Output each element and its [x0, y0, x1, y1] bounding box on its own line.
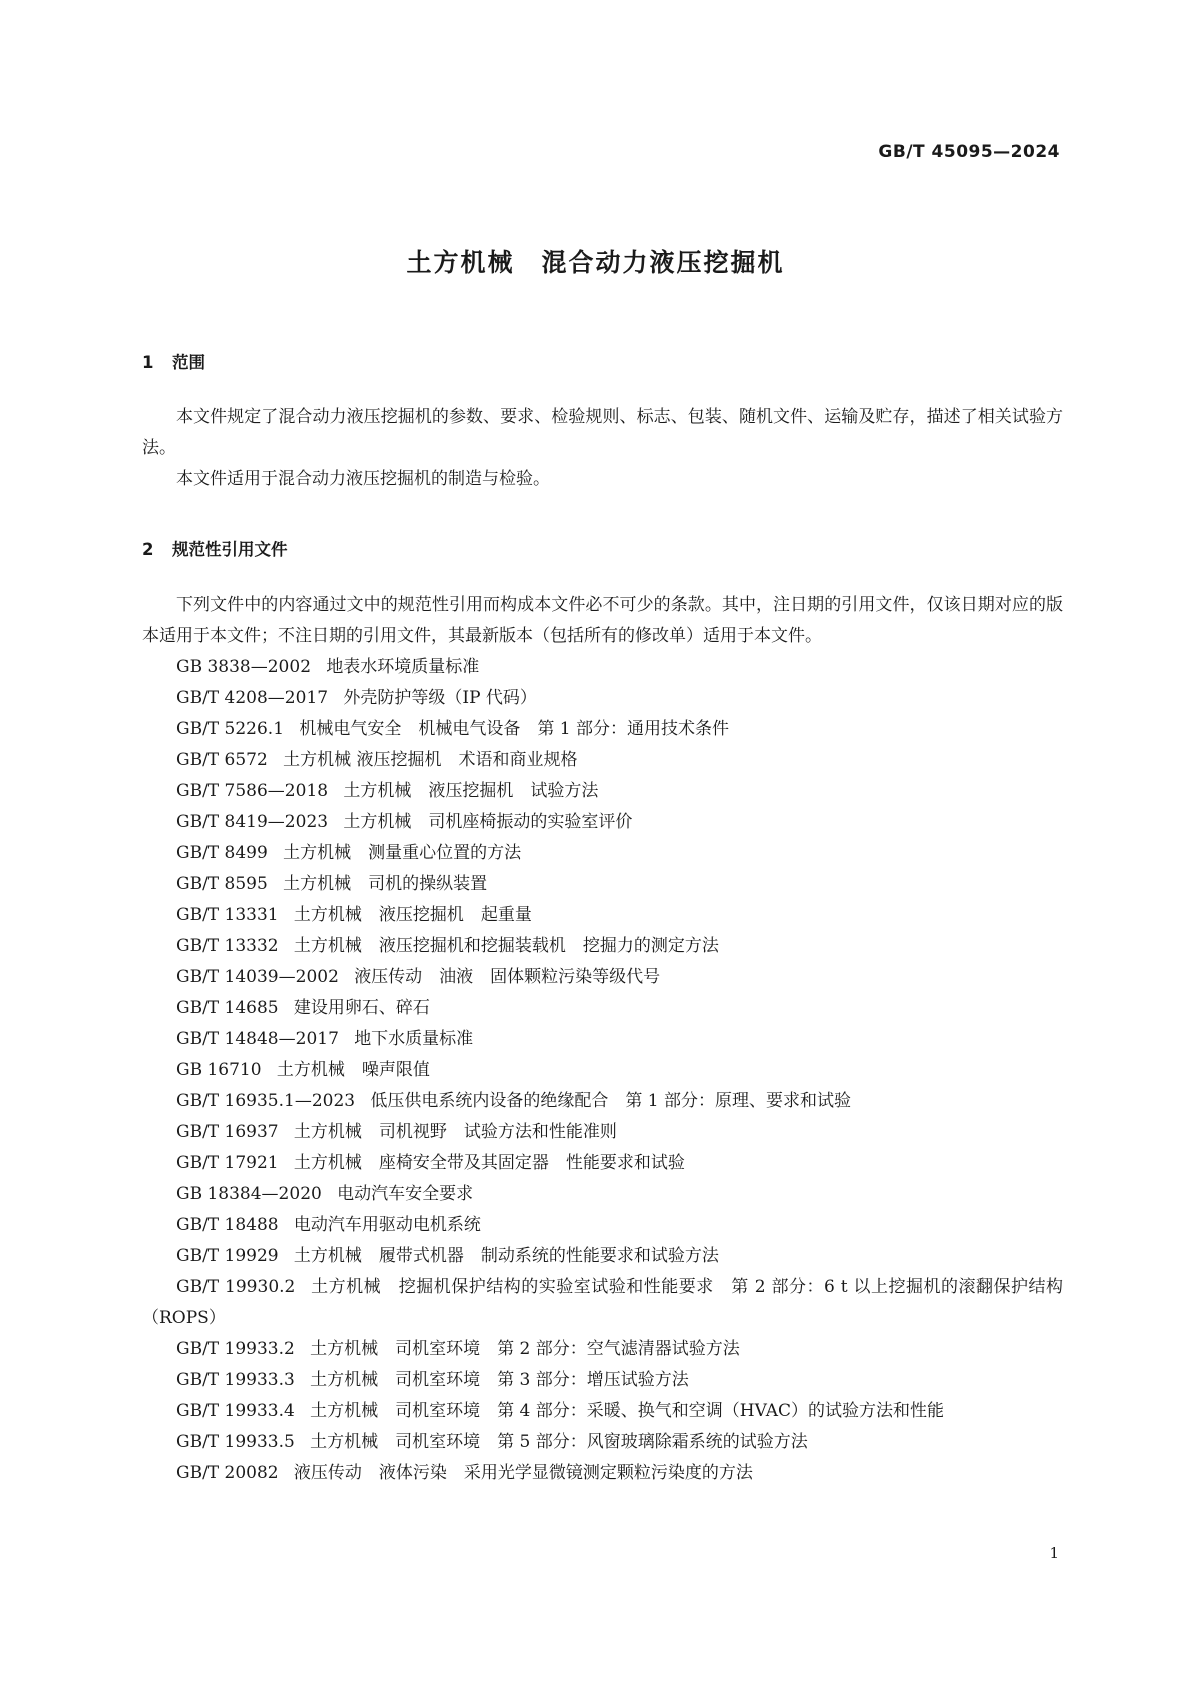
- scope-paragraph: 本文件适用于混合动力液压挖掘机的制造与检验。: [176, 469, 550, 489]
- reference-code: GB/T 17921: [176, 1153, 279, 1173]
- reference-item: [142, 1086, 1063, 1117]
- page-number: 1: [1049, 1544, 1059, 1562]
- reference-code: GB/T 14685: [176, 998, 279, 1018]
- reference-item: [142, 1024, 1063, 1055]
- reference-item: [142, 1179, 1063, 1210]
- reference-code: GB/T 19929: [176, 1246, 279, 1266]
- standard-code: GB/T 45095—2024: [878, 142, 1060, 162]
- reference-list: [142, 652, 1063, 1489]
- reference-title: 土方机械 测量重心位置的方法: [283, 843, 522, 863]
- reference-title: 低压供电系统内设备的绝缘配合 第 1 部分：原理、要求和试验: [370, 1091, 852, 1111]
- section-1-number: 1: [142, 353, 154, 372]
- reference-item: [142, 745, 1063, 776]
- reference-code: GB/T 8419—2023: [176, 812, 329, 832]
- reference-item: [142, 1241, 1063, 1272]
- section-1-heading: [142, 349, 205, 373]
- reference-title: 电动汽车安全要求: [337, 1184, 474, 1204]
- reference-code: GB/T 7586—2018: [176, 781, 329, 801]
- section-2-heading: [142, 536, 288, 560]
- reference-item: [142, 1365, 1063, 1396]
- reference-code: GB/T 8499: [176, 843, 268, 863]
- reference-title: 电动汽车用驱动电机系统: [293, 1215, 481, 1235]
- reference-title: 机械电气安全 机械电气设备 第 1 部分：通用技术条件: [299, 719, 729, 739]
- reference-item: [142, 1055, 1063, 1086]
- reference-item: [142, 838, 1063, 869]
- section-1-title: 范围: [172, 353, 205, 372]
- reference-code: GB/T 6572: [176, 750, 268, 770]
- reference-item: [142, 807, 1063, 838]
- reference-item: [142, 1210, 1063, 1241]
- reference-item: [142, 1272, 1063, 1334]
- reference-title: 土方机械 噪声限值: [276, 1060, 430, 1080]
- reference-item: [142, 776, 1063, 807]
- reference-title: 土方机械 液压挖掘机 术语和商业规格: [283, 750, 578, 770]
- reference-title: 地下水质量标准: [354, 1029, 474, 1049]
- reference-code: GB/T 8595: [176, 874, 268, 894]
- reference-title: 土方机械 司机座椅振动的实验室评价: [343, 812, 633, 832]
- reference-code: GB 18384—2020: [176, 1184, 322, 1204]
- reference-item: [142, 683, 1063, 714]
- reference-item: [142, 931, 1063, 962]
- reference-title: 液压传动 油液 固体颗粒污染等级代号: [354, 967, 661, 987]
- reference-code: GB/T 13332: [176, 936, 279, 956]
- reference-item: [142, 1148, 1063, 1179]
- reference-code: GB/T 14039—2002: [176, 967, 339, 987]
- reference-code: GB 3838—2002: [176, 657, 312, 677]
- reference-code: GB/T 13331: [176, 905, 279, 925]
- reference-code: GB/T 19930.2: [176, 1277, 296, 1297]
- reference-title: 外壳防护等级（IP 代码）: [343, 688, 537, 708]
- reference-item: [142, 714, 1063, 745]
- reference-code: GB/T 19933.3: [176, 1370, 295, 1390]
- reference-code: GB/T 19933.5: [176, 1432, 295, 1452]
- references-intro: 下列文件中的内容通过文中的规范性引用而构成本文件必不可少的条款。其中，注日期的引用文件，仅该日期对应的版本适用于本文件；不注日期的引用文件，其最新版本（包括所有的修改单）适用于本文件。: [142, 595, 1063, 646]
- section-1-body: [142, 402, 1063, 495]
- reference-item: [142, 993, 1063, 1024]
- reference-code: GB/T 4208—2017: [176, 688, 329, 708]
- reference-code: GB/T 16935.1—2023: [176, 1091, 356, 1111]
- document-title: 土方机械 混合动力液压挖掘机: [406, 248, 785, 277]
- reference-code: GB/T 19933.2: [176, 1339, 295, 1359]
- reference-title: 土方机械 司机视野 试验方法和性能准则: [293, 1122, 617, 1142]
- reference-item: [142, 1396, 1063, 1427]
- reference-code: GB/T 5226.1: [176, 719, 285, 739]
- reference-code: GB/T 19933.4: [176, 1401, 295, 1421]
- reference-item: [142, 900, 1063, 931]
- reference-item: [142, 1427, 1063, 1458]
- reference-title: 土方机械 司机室环境 第 2 部分：空气滤清器试验方法: [310, 1339, 740, 1359]
- reference-title: 建设用卵石、碎石: [293, 998, 430, 1018]
- reference-code: GB/T 16937: [176, 1122, 279, 1142]
- reference-title: 土方机械 挖掘机保护结构的实验室试验和性能要求 第 2 部分：6 t 以上挖掘机的滚翻保护结构（ROPS）: [142, 1277, 1064, 1328]
- section-2-number: 2: [142, 540, 154, 559]
- reference-item: [142, 1334, 1063, 1365]
- reference-title: 土方机械 座椅安全带及其固定器 性能要求和试验: [293, 1153, 685, 1173]
- reference-code: GB/T 18488: [176, 1215, 279, 1235]
- reference-title: 土方机械 液压挖掘机 试验方法: [343, 781, 599, 801]
- reference-code: GB/T 20082: [176, 1463, 279, 1483]
- section-2-body: [142, 590, 1063, 1489]
- reference-title: 土方机械 司机室环境 第 3 部分：增压试验方法: [310, 1370, 689, 1390]
- reference-item: [142, 869, 1063, 900]
- reference-item: [142, 1117, 1063, 1148]
- reference-code: GB 16710: [176, 1060, 262, 1080]
- reference-title: 土方机械 液压挖掘机 起重量: [293, 905, 532, 925]
- reference-title: 地表水环境质量标准: [326, 657, 480, 677]
- reference-item: [142, 652, 1063, 683]
- reference-title: 土方机械 司机的操纵装置: [283, 874, 488, 894]
- reference-title: 土方机械 液压挖掘机和挖掘装载机 挖掘力的测定方法: [293, 936, 719, 956]
- reference-title: 土方机械 履带式机器 制动系统的性能要求和试验方法: [293, 1246, 719, 1266]
- reference-title: 土方机械 司机室环境 第 4 部分：采暖、换气和空调（HVAC）的试验方法和性能: [310, 1401, 944, 1421]
- reference-title: 土方机械 司机室环境 第 5 部分：风窗玻璃除霜系统的试验方法: [310, 1432, 808, 1452]
- scope-paragraph: 本文件规定了混合动力液压挖掘机的参数、要求、检验规则、标志、包装、随机文件、运输及贮存，描述了相关试验方法。: [142, 407, 1063, 458]
- reference-item: [142, 962, 1063, 993]
- reference-title: 液压传动 液体污染 采用光学显微镜测定颗粒污染度的方法: [293, 1463, 753, 1483]
- section-2-title: 规范性引用文件: [172, 540, 288, 559]
- reference-item: [142, 1458, 1063, 1489]
- reference-code: GB/T 14848—2017: [176, 1029, 339, 1049]
